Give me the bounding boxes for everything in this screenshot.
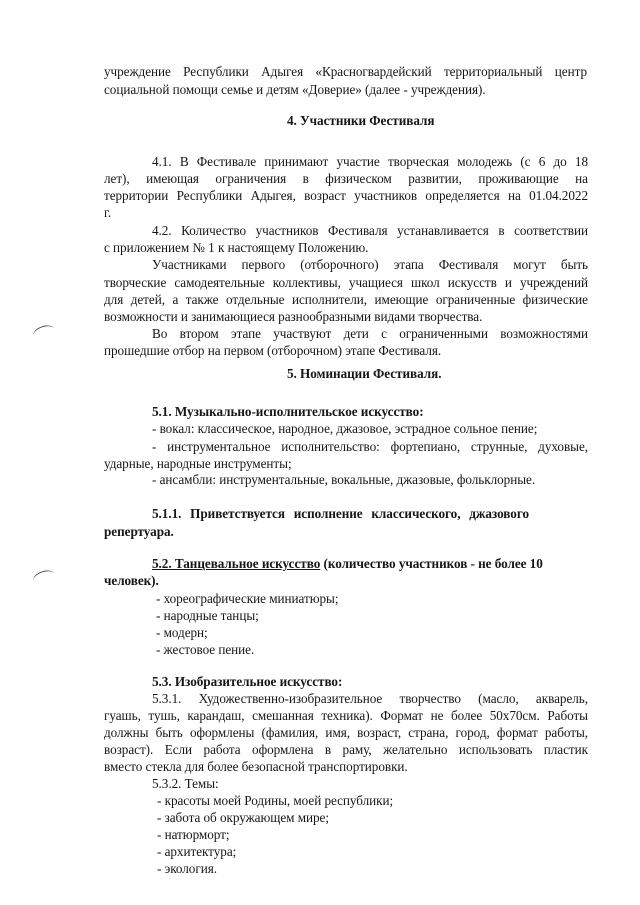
dance-item: - модерн;	[156, 625, 208, 640]
subsection-5-1-1-line: 5.1.1. Приветствуется исполнение классического, джазового	[152, 506, 529, 521]
theme-item: - красоты моей Родины, моей республики;	[157, 793, 394, 808]
subsection-5-2-title-underlined: 5.2. Танцевальное искусство	[152, 556, 321, 571]
paragraph-4-4-line: прошедшие отбор на первом (отборочном) этапе Фестиваля.	[104, 343, 442, 358]
intro-line: социальной помощи семье и детям «Доверие» (далее - учреждения).	[104, 82, 486, 97]
section-4-heading: 4. Участники Фестиваля	[287, 113, 435, 128]
dance-item: - народные танцы;	[156, 608, 259, 623]
subsection-5-2-title-rest: (количество участников - не более 10	[320, 556, 543, 571]
paragraph-5-3-1-line: вместо стекла для более безопасной транспортировки.	[104, 759, 408, 774]
scan-mark-upper	[32, 323, 57, 342]
dance-item: - жестовое пение.	[156, 642, 255, 657]
subsection-5-3-title: 5.3. Изобразительное искусство:	[152, 674, 343, 689]
paragraph-4-1-line: г.	[104, 205, 112, 220]
paragraph-4-3-line: возможности и занимающиеся разнообразными видами творчества.	[104, 309, 483, 324]
themes-title: 5.3.2. Темы:	[152, 776, 219, 791]
subsection-5-1-line: - вокал: классическое, народное, джазовое, эстрадное сольное пение;	[152, 421, 538, 436]
subsection-5-1-line: - инструментальное исполнительство: фортепиано, струнные, духовые,	[152, 439, 588, 454]
paragraph-4-1-line: лет), имеющая ограничения в физическом развитии, проживающие на	[104, 171, 588, 186]
subsection-5-1-title: 5.1. Музыкально-исполнительское искусство:	[152, 404, 424, 419]
paragraph-4-2-line: 4.2. Количество участников Фестиваля устанавливается в соответствии	[152, 223, 588, 238]
subsection-5-2-title-line2: человек).	[104, 573, 159, 588]
paragraph-5-3-1-line: 5.3.1. Художественно-изобразительное творчество (масло, акварель,	[152, 691, 588, 706]
section-5-heading: 5. Номинации Фестиваля.	[287, 366, 442, 381]
paragraph-4-1-line: территории Республики Адыгея, возраст участников определяется на 01.04.2022	[104, 188, 588, 203]
paragraph-4-3-line: Участниками первого (отборочного) этапа Фестиваля могут быть	[152, 257, 588, 272]
paragraph-4-4-line: Во втором этапе участвуют дети с ограниченными возможностями	[152, 326, 588, 341]
paragraph-4-3-line: для детей, а также отдельные исполнители, имеющие ограниченные физические	[104, 292, 588, 307]
intro-line: учреждение Республики Адыгея «Красногвардейский территориальный центр	[104, 64, 587, 79]
subsection-5-1-1-line: репертуара.	[104, 524, 174, 539]
paragraph-4-1-line: 4.1. В Фестивале принимают участие творческая молодежь (с 6 до 18	[152, 154, 588, 169]
theme-item: - архитектура;	[157, 844, 237, 859]
theme-item: - экология.	[157, 861, 217, 876]
paragraph-5-3-1-line: возраст). Если работа оформлена в раму, желательно использовать пластик	[104, 742, 588, 757]
paragraph-5-3-1-line: гуашь, тушь, карандаш, смешанная техника). Формат не более 50х70см. Работы	[104, 708, 588, 723]
paragraph-5-3-1-line: должны быть оформлены (фамилия, имя, возраст, страна, город, формат работы,	[104, 725, 588, 740]
scan-mark-lower	[32, 568, 57, 587]
paragraph-4-3-line: творческие самодеятельные коллективы, учащиеся школ искусств и учреждений	[104, 275, 588, 290]
theme-item: - натюрморт;	[157, 827, 230, 842]
subsection-5-2-title	[152, 556, 543, 572]
paragraph-4-2-line: с приложением № 1 к настоящему Положению.	[104, 240, 369, 255]
subsection-5-1-line: - ансамбли: инструментальные, вокальные, джазовые, фольклорные.	[152, 472, 536, 487]
theme-item: - забота об окружающем мире;	[157, 810, 329, 825]
dance-item: - хореографические миниатюры;	[156, 591, 339, 606]
subsection-5-1-line: ударные, народные инструменты;	[104, 456, 292, 471]
